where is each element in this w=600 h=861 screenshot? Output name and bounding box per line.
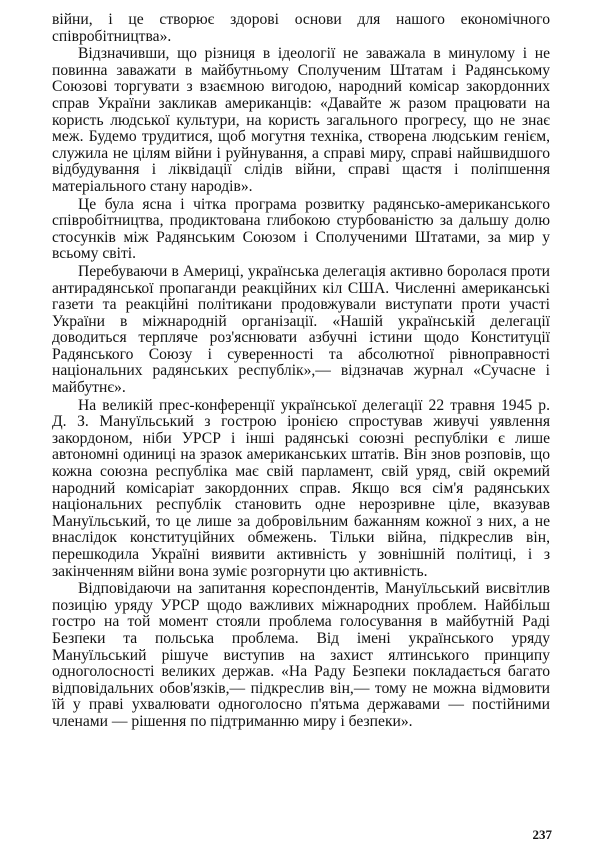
paragraph: Відзначивши, що різниця в ідеології не заважала в минулому і не повинна заважати в майбутньому Сполученим Штатам і Радянському Союзові торгувати з взаємною вигодою, народний комісар закордонних справ України закликав американців: «Давайте ж разом працювати на користь людської культури, на користь загального прогресу, що не знає меж. Будемо трудитися, щоб могутня техніка, створена людським генієм, служила не цілям війни і руйнування, а справі миру, справі найшвидшого відбудування і ліквідації слідів війни, справі щастя і поліпшення матеріального стану народів».	[52, 45, 550, 195]
paragraph: Відповідаючи на запитання кореспондентів, Мануїльський висвітлив позицію уряду УРСР щодо важливих міжнародних проблем. Найбільш гостро на той момент стояли проблема голосування в майбутній Раді Безпеки та польська проблема. Від імені українського уряду Мануїльський рішуче виступив на захист ялтинського принципу одноголосності великих держав. «На Раду Безпеки покладається багато відповідальних обов'язків,— підкреслив він,— тому не можна відмовити їй у праві ухвалювати одноголосно п'ятьма державами — постійними членами — рішення по підтриманню миру і безпеки».	[52, 580, 550, 730]
paragraph: Перебуваючи в Америці, українська делегація активно боролася проти антирадянської пропаганди реакційних кіл США. Численні американські газети та реакційні політикани продовжували виступати проти участі України в міжнародній організації. «Нашій українській делегації доводиться терпляче роз'яснювати азбучні істини щодо Конституції Радянського Союзу і суверенності та абсолютної рівноправності національних радянських республік»,— відзначав журнал «Сучасне і майбутнє».	[52, 262, 550, 397]
paragraph: Це була ясна і чітка програма розвитку радянсько-американського співробітництва, продиктована глибокою стурбованістю за дальшу долю стосунків між Радянським Союзом і Сполученими Штатами, за мир у всьому світі.	[52, 195, 550, 263]
paragraph-continuation: війни, і це створює здорові основи для нашого економічного співробітництва».	[52, 11, 550, 45]
paragraph: На великій прес-конференції української делегації 22 травня 1945 р. Д. З. Мануїльський з гострою іронією спростував живучі уявлення закордоном, ніби УРСР і інші радянські союзні республіки є лише автономні одиниці на зразок американських штатів. Він знов розповів, що кожна союзна республіка має свій парламент, свій уряд, свій окремий народний комісаріат закордонних справ. Якщо вся сім'я радянських національних республік становить одне нерозривне ціле, вказував Мануїльський, то це лише за добровільним бажанням кожної з них, а не внаслідок конституційних обмежень. Тільки війна, підкреслив він, перешкодила Україні виявити активність у зовнішній політиці, і з закінченням війни вона зуміє розгорнути цю активність.	[52, 396, 550, 580]
page-number: 237	[532, 827, 552, 842]
